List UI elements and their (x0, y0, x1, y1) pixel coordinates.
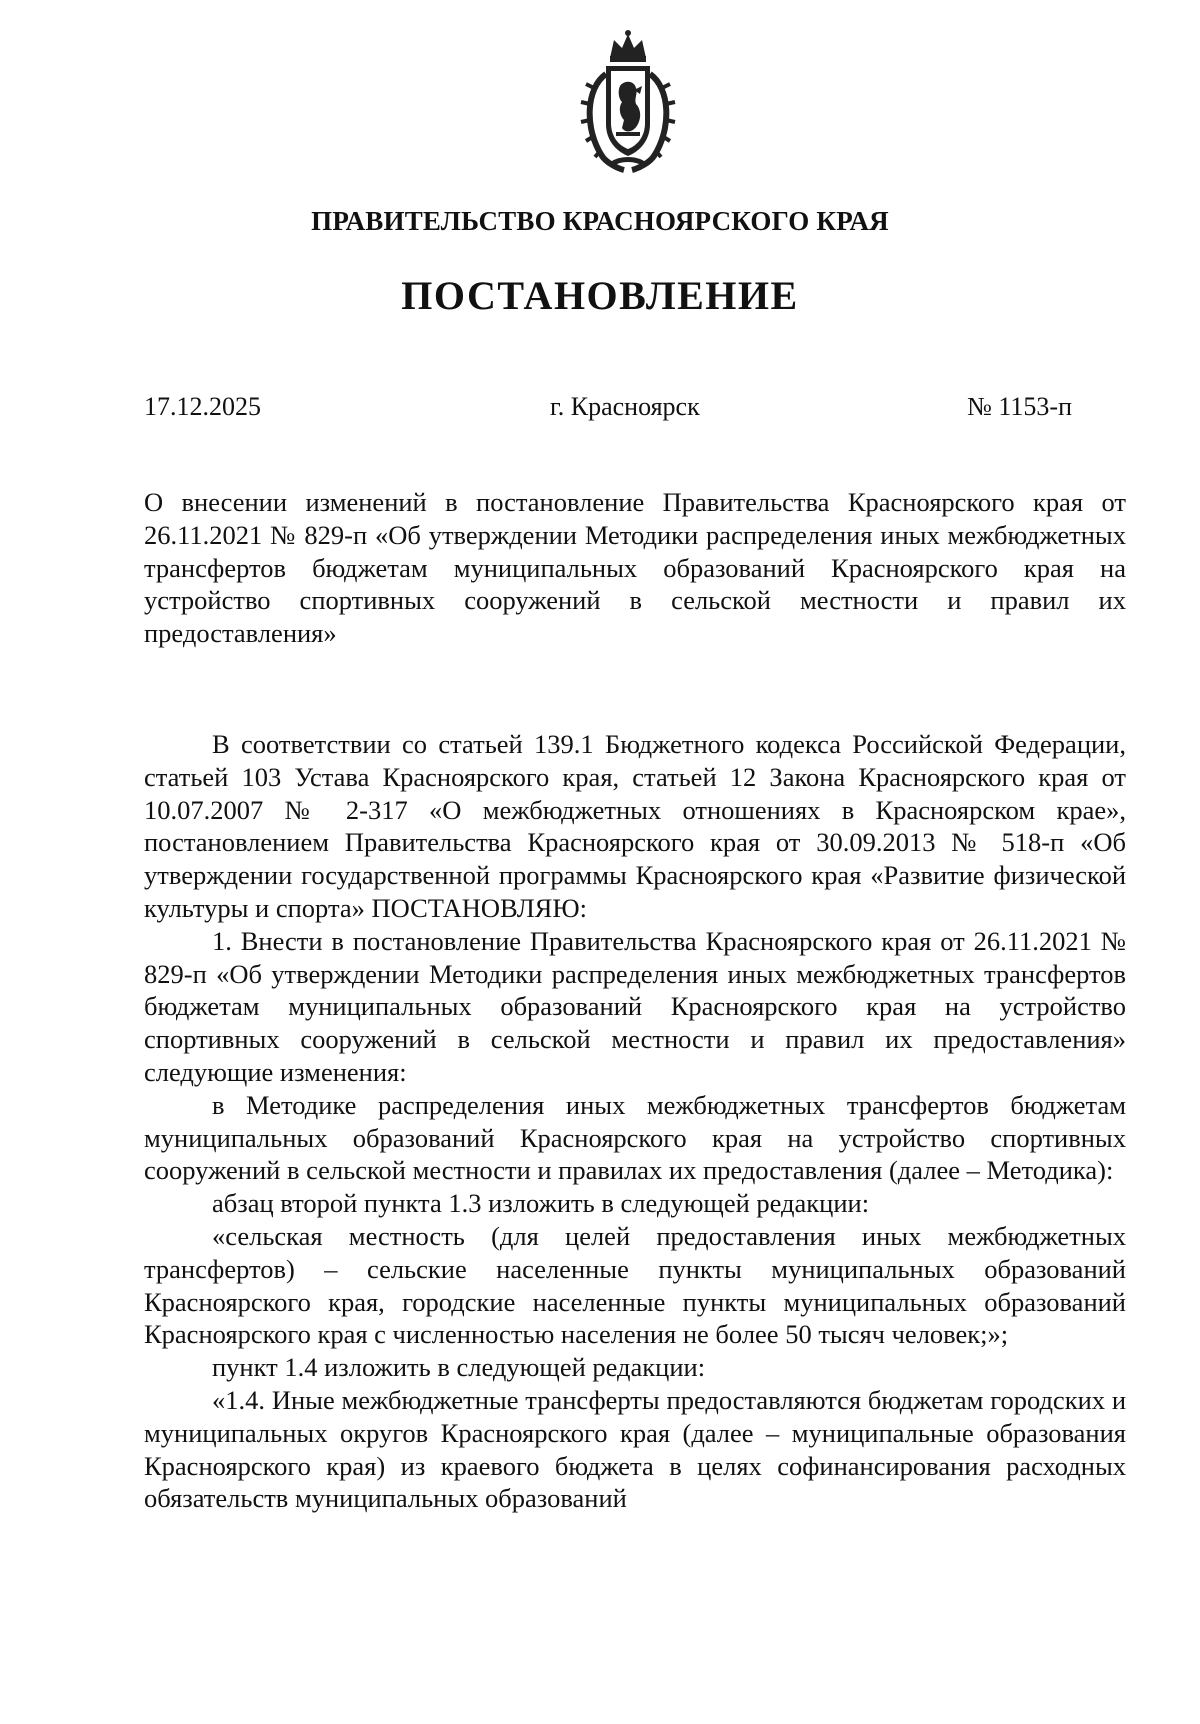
paragraph: В соответствии со статьей 139.1 Бюджетного кодекса Российской Федерации, статьей 103 Устава Красноярского края, статьей 12 Закона Красноярского края от 10.07.2007 № 2-317 «О межбюджетных отношениях в Красноярском крае», постановлением Правительства Красноярского края от 30.09.2013 № 518-п «Об утверждении государственной программы Красноярского края «Развитие физической культуры и спорта» ПОСТАНОВЛЯЮ: (144, 728, 1126, 923)
coat-of-arms-emblem (576, 28, 680, 174)
document-type-heading: ПОСТАНОВЛЕНИЕ (401, 273, 799, 318)
document-city: г. Красноярск (550, 392, 700, 421)
paragraph: абзац второй пункта 1.3 изложить в следующей редакции: (212, 1188, 870, 1219)
paragraph: в Методике распределения иных межбюджетных трансфертов бюджетам муниципальных образований Красноярского края на устройство спортивных сооружений в сельской местности и правилах их предоставления (далее – Методика): (144, 1089, 1126, 1186)
document-title: О внесении изменений в постановление Правительства Красноярского края от 26.11.2021 № 829-п «Об утверждении Методики распределения иных межбюджетных трансфертов бюджетам муниципальных образований Красноярского края на устройство спортивных сооружений в сельской местности и правил их предоставления» (144, 487, 1126, 649)
paragraph: «1.4. Иные межбюджетные трансферты предоставляются бюджетам городских и муниципальных округов Красноярского края (далее – муниципальные образования Красноярского края) из краевого бюджета в целях софинансирования расходных обязательств муниципальных образований (144, 1384, 1126, 1514)
paragraph: «сельская местность (для целей предоставления иных межбюджетных трансфертов) – сельские населенные пункты муниципальных образований Красноярского края, городские населенные пункты муниципальных образований Красноярского края с численностью населения не более 50 тысяч человек;»; (144, 1220, 1126, 1350)
paragraph: 1. Внести в постановление Правительства Красноярского края от 26.11.2021 № 829-п «Об утверждении Методики распределения иных межбюджетных трансфертов бюджетам муниципальных образований Красноярского края на устройство спортивных сооружений в сельской местности и правил их предоставления» следующие изменения: (144, 925, 1126, 1087)
document-body (144, 486, 1126, 1515)
document-number: № 1153-п (967, 392, 1072, 421)
organization-heading: ПРАВИТЕЛЬСТВО КРАСНОЯРСКОГО КРАЯ (311, 206, 889, 236)
document-date: 17.12.2025 (144, 392, 261, 421)
paragraph: пункт 1.4 изложить в следующей редакции: (212, 1352, 706, 1383)
